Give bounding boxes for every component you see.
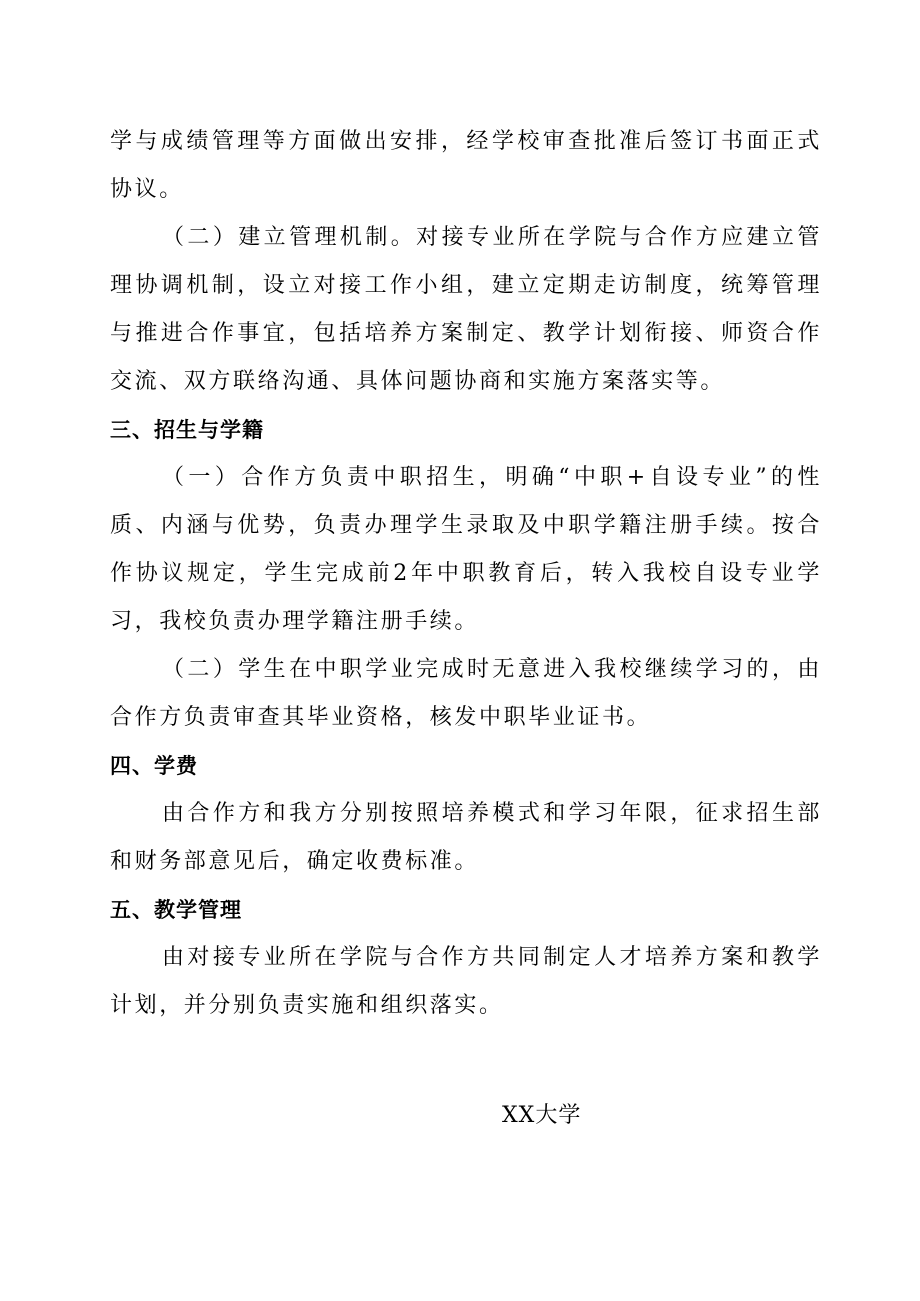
document-body [110,118,822,1030]
enrollment-paragraph-2: （二）学生在中职学业完成时无意进入我校继续学习的，由合作方负责审查其毕业资格，核发中职毕业证书。 [110,657,822,730]
enrollment-paragraph-1: （一）合作方负责中职招生，明确“中职+自设专业”的性质、内涵与优势，负责办理学生录取及中职学籍注册手续。按合作协议规定，学生完成前2年中职教育后，转入我校自设专业学习，我校负责办理学籍注册手续。 [110,465,822,634]
section-heading-tuition: 四、学费 [110,754,198,778]
tuition-paragraph: 由合作方和我方分别按照培养模式和学习年限，征求招生部和财务部意见后，确定收费标准。 [110,801,822,874]
section-heading-teaching: 五、教学管理 [110,898,242,922]
management-mechanism-paragraph: （二）建立管理机制。对接专业所在学院与合作方应建立管理协调机制，设立对接工作小组，建立定期走访制度，统筹管理与推进合作事宜，包括培养方案制定、教学计划衔接、师资合作交流、双方联络沟通、具体问题协商和实施方案落实等。 [110,225,822,394]
continuation-paragraph: 学与成绩管理等方面做出安排，经学校审查批准后签订书面正式协议。 [110,129,822,202]
teaching-paragraph: 由对接专业所在学院与合作方共同制定人才培养方案和教学计划，并分别负责实施和组织落实。 [110,945,822,1018]
university-signature: XX大学 [502,1103,582,1128]
section-heading-enrollment: 三、招生与学籍 [110,418,264,442]
